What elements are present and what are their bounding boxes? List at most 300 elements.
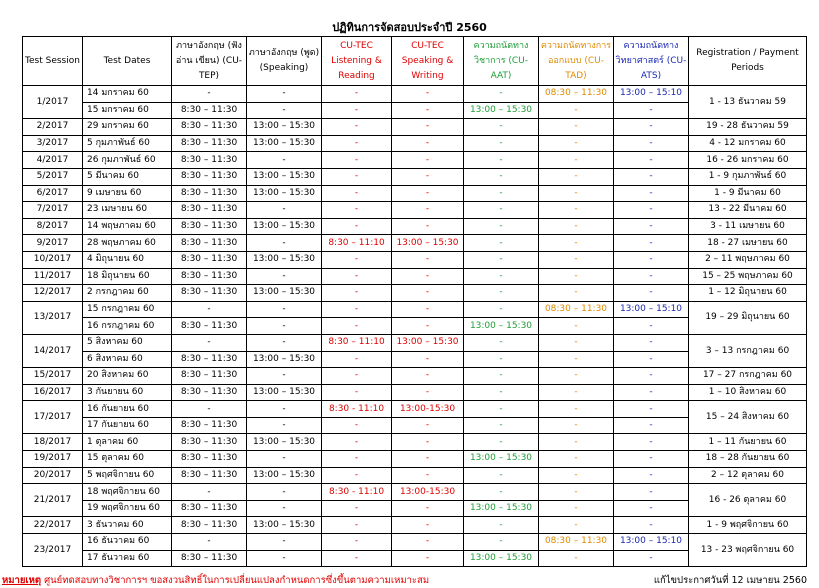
test-session-cell: 14/2017 bbox=[23, 334, 83, 367]
cell-speaking: 13:00 – 15:30 bbox=[247, 185, 322, 202]
cell-cu-tec-lr: - bbox=[322, 384, 392, 401]
cell-cu-tec-sw: 13:00-15:30 bbox=[392, 401, 464, 418]
cell-cu-tec-sw: - bbox=[392, 467, 464, 484]
cell-cu-ats: - bbox=[614, 168, 689, 185]
header-cu-tad: ความถนัดทางการออกแบบ (CU-TAD) bbox=[539, 37, 614, 86]
cell-cu-tec-lr: 8:30 - 11:10 bbox=[322, 484, 392, 501]
registration-period-cell: 1 – 11 กันยายน 60 bbox=[689, 434, 807, 451]
cell-cu-tep: 8:30 – 11:30 bbox=[172, 417, 247, 434]
cell-cu-ats: - bbox=[614, 152, 689, 169]
footer-note bbox=[2, 573, 429, 588]
cell-cu-aat: 13:00 – 15:30 bbox=[464, 318, 539, 335]
schedule-body bbox=[23, 86, 807, 567]
registration-period-cell: 16 - 26 ตุลาคม 60 bbox=[689, 484, 807, 517]
cell-cu-tec-sw: 13:00-15:30 bbox=[392, 484, 464, 501]
cell-speaking: - bbox=[247, 534, 322, 551]
cell-cu-tep: - bbox=[172, 301, 247, 318]
cell-speaking: - bbox=[247, 451, 322, 468]
cell-cu-ats: - bbox=[614, 368, 689, 385]
cell-cu-tad: - bbox=[539, 368, 614, 385]
table-row bbox=[23, 168, 807, 185]
cell-cu-ats: - bbox=[614, 550, 689, 567]
cell-cu-tec-lr: - bbox=[322, 168, 392, 185]
cell-cu-tep: 8:30 – 11:30 bbox=[172, 235, 247, 252]
cell-cu-tep: - bbox=[172, 484, 247, 501]
cell-cu-ats: - bbox=[614, 102, 689, 119]
cell-speaking: 13:00 – 15:30 bbox=[247, 517, 322, 534]
table-row bbox=[23, 285, 807, 302]
cell-cu-tec-sw: - bbox=[392, 318, 464, 335]
cell-cu-aat: - bbox=[464, 434, 539, 451]
cell-cu-tad: - bbox=[539, 334, 614, 351]
cell-cu-tad: - bbox=[539, 102, 614, 119]
table-row bbox=[23, 135, 807, 152]
cell-cu-tep: 8:30 – 11:30 bbox=[172, 168, 247, 185]
cell-cu-ats: - bbox=[614, 119, 689, 136]
cell-speaking: - bbox=[247, 86, 322, 103]
test-date-cell: 5 มีนาคม 60 bbox=[83, 168, 172, 185]
cell-cu-tec-sw: - bbox=[392, 517, 464, 534]
cell-cu-ats: - bbox=[614, 268, 689, 285]
cell-cu-tec-lr: - bbox=[322, 318, 392, 335]
cell-cu-tec-sw: - bbox=[392, 417, 464, 434]
cell-cu-tec-sw: - bbox=[392, 534, 464, 551]
cell-cu-aat: - bbox=[464, 417, 539, 434]
cell-cu-aat: - bbox=[464, 401, 539, 418]
test-date-cell: 14 มกราคม 60 bbox=[83, 86, 172, 103]
cell-cu-tec-lr: - bbox=[322, 119, 392, 136]
test-date-cell: 2 กรกฎาคม 60 bbox=[83, 285, 172, 302]
cell-cu-tec-sw: - bbox=[392, 152, 464, 169]
cell-cu-ats: - bbox=[614, 318, 689, 335]
header-row bbox=[23, 37, 807, 86]
header-cu-tep: ภาษาอังกฤษ (ฟัง อ่าน เขียน) (CU-TEP) bbox=[172, 37, 247, 86]
cell-cu-tec-lr: - bbox=[322, 102, 392, 119]
table-row bbox=[23, 451, 807, 468]
cell-speaking: - bbox=[247, 500, 322, 517]
test-date-cell: 3 ธันวาคม 60 bbox=[83, 517, 172, 534]
cell-cu-aat: - bbox=[464, 168, 539, 185]
cell-cu-aat: - bbox=[464, 86, 539, 103]
cell-cu-aat: - bbox=[464, 534, 539, 551]
cell-cu-aat: - bbox=[464, 301, 539, 318]
cell-cu-tec-sw: - bbox=[392, 451, 464, 468]
registration-period-cell: 1 – 12 มิถุนายน 60 bbox=[689, 285, 807, 302]
test-date-cell: 15 กรกฎาคม 60 bbox=[83, 301, 172, 318]
cell-cu-ats: - bbox=[614, 401, 689, 418]
table-row bbox=[23, 251, 807, 268]
header-cu-tec-lr: CU-TEC Listening & Reading bbox=[322, 37, 392, 86]
cell-cu-aat: - bbox=[464, 268, 539, 285]
test-session-cell: 11/2017 bbox=[23, 268, 83, 285]
cell-speaking: 13:00 – 15:30 bbox=[247, 285, 322, 302]
cell-cu-aat: - bbox=[464, 135, 539, 152]
test-date-cell: 9 เมษายน 60 bbox=[83, 185, 172, 202]
cell-cu-aat: - bbox=[464, 235, 539, 252]
registration-period-cell: 15 – 25 พฤษภาคม 60 bbox=[689, 268, 807, 285]
table-row bbox=[23, 334, 807, 351]
cell-cu-tec-sw: - bbox=[392, 135, 464, 152]
cell-cu-tec-lr: - bbox=[322, 368, 392, 385]
cell-cu-tad: - bbox=[539, 119, 614, 136]
cell-cu-tep: 8:30 – 11:30 bbox=[172, 467, 247, 484]
test-session-cell: 1/2017 bbox=[23, 86, 83, 119]
cell-speaking: 13:00 – 15:30 bbox=[247, 351, 322, 368]
cell-cu-tad: 08:30 – 11:30 bbox=[539, 86, 614, 103]
cell-speaking: - bbox=[247, 401, 322, 418]
cell-cu-tec-sw: 13:00 – 15:30 bbox=[392, 334, 464, 351]
header-cu-aat: ความถนัดทางวิชาการ (CU-AAT) bbox=[464, 37, 539, 86]
cell-cu-ats: - bbox=[614, 202, 689, 219]
cell-cu-tad: - bbox=[539, 500, 614, 517]
test-date-cell: 16 ธันวาคม 60 bbox=[83, 534, 172, 551]
cell-cu-tec-lr: 8:30 - 11:10 bbox=[322, 401, 392, 418]
cell-speaking: - bbox=[247, 368, 322, 385]
cell-cu-tad: - bbox=[539, 251, 614, 268]
cell-cu-tec-lr: - bbox=[322, 251, 392, 268]
cell-cu-tad: - bbox=[539, 384, 614, 401]
header-test-dates: Test Dates bbox=[83, 37, 172, 86]
cell-cu-tec-lr: - bbox=[322, 301, 392, 318]
page-title: ปฏิทินการจัดสอบประจำปี 2560 bbox=[332, 21, 487, 34]
cell-cu-tec-sw: - bbox=[392, 185, 464, 202]
cell-speaking: 13:00 – 15:30 bbox=[247, 251, 322, 268]
cell-cu-aat: - bbox=[464, 285, 539, 302]
cell-cu-ats: - bbox=[614, 135, 689, 152]
cell-cu-ats: - bbox=[614, 235, 689, 252]
registration-period-cell: 19 - 28 ธันวาคม 59 bbox=[689, 119, 807, 136]
cell-cu-tep: 8:30 – 11:30 bbox=[172, 102, 247, 119]
test-session-cell: 16/2017 bbox=[23, 384, 83, 401]
cell-cu-tec-lr: - bbox=[322, 417, 392, 434]
cell-cu-tep: 8:30 – 11:30 bbox=[172, 351, 247, 368]
cell-cu-tec-sw: - bbox=[392, 202, 464, 219]
cell-cu-aat: - bbox=[464, 152, 539, 169]
cell-cu-tec-sw: - bbox=[392, 285, 464, 302]
table-row bbox=[23, 218, 807, 235]
cell-speaking: - bbox=[247, 268, 322, 285]
cell-cu-tad: - bbox=[539, 202, 614, 219]
test-date-cell: 15 มกราคม 60 bbox=[83, 102, 172, 119]
cell-cu-tec-lr: - bbox=[322, 135, 392, 152]
cell-cu-tad: 08:30 – 11:30 bbox=[539, 301, 614, 318]
cell-cu-ats: - bbox=[614, 218, 689, 235]
cell-cu-tec-lr: - bbox=[322, 218, 392, 235]
cell-cu-tep: 8:30 – 11:30 bbox=[172, 434, 247, 451]
table-row bbox=[23, 534, 807, 551]
cell-cu-ats: 13:00 – 15:10 bbox=[614, 86, 689, 103]
test-session-cell: 3/2017 bbox=[23, 135, 83, 152]
test-date-cell: 5 สิงหาคม 60 bbox=[83, 334, 172, 351]
cell-cu-aat: - bbox=[464, 467, 539, 484]
cell-cu-tad: - bbox=[539, 467, 614, 484]
cell-cu-ats: - bbox=[614, 484, 689, 501]
table-row bbox=[23, 86, 807, 103]
cell-cu-tec-sw: - bbox=[392, 119, 464, 136]
table-row bbox=[23, 119, 807, 136]
cell-speaking: - bbox=[247, 152, 322, 169]
cell-cu-aat: 13:00 – 15:30 bbox=[464, 102, 539, 119]
test-session-cell: 12/2017 bbox=[23, 285, 83, 302]
table-row bbox=[23, 434, 807, 451]
test-session-cell: 19/2017 bbox=[23, 451, 83, 468]
cell-cu-aat: - bbox=[464, 484, 539, 501]
test-session-cell: 13/2017 bbox=[23, 301, 83, 334]
cell-cu-tad: - bbox=[539, 517, 614, 534]
cell-speaking: - bbox=[247, 484, 322, 501]
test-session-cell: 18/2017 bbox=[23, 434, 83, 451]
test-date-cell: 4 มิถุนายน 60 bbox=[83, 251, 172, 268]
registration-period-cell: 17 – 27 กรกฎาคม 60 bbox=[689, 368, 807, 385]
test-date-cell: 14 พฤษภาคม 60 bbox=[83, 218, 172, 235]
cell-cu-ats: - bbox=[614, 417, 689, 434]
cell-cu-tec-lr: - bbox=[322, 467, 392, 484]
cell-cu-tad: - bbox=[539, 451, 614, 468]
table-row bbox=[23, 301, 807, 318]
registration-period-cell: 18 - 27 เมษายน 60 bbox=[689, 235, 807, 252]
cell-cu-tep: 8:30 – 11:30 bbox=[172, 268, 247, 285]
cell-cu-tec-sw: - bbox=[392, 168, 464, 185]
cell-cu-tep: - bbox=[172, 86, 247, 103]
cell-cu-tad: - bbox=[539, 235, 614, 252]
cell-cu-aat: - bbox=[464, 384, 539, 401]
cell-cu-tec-sw: 13:00 – 15:30 bbox=[392, 235, 464, 252]
cell-cu-aat: - bbox=[464, 185, 539, 202]
cell-cu-ats: - bbox=[614, 334, 689, 351]
cell-cu-ats: - bbox=[614, 517, 689, 534]
cell-cu-tad: - bbox=[539, 185, 614, 202]
cell-cu-aat: - bbox=[464, 517, 539, 534]
table-row bbox=[23, 401, 807, 418]
table-row bbox=[23, 202, 807, 219]
note-label: หมายเหตุ bbox=[2, 575, 42, 586]
cell-cu-tec-sw: - bbox=[392, 550, 464, 567]
cell-cu-ats: - bbox=[614, 384, 689, 401]
cell-cu-tep: 8:30 – 11:30 bbox=[172, 202, 247, 219]
test-date-cell: 29 มกราคม 60 bbox=[83, 119, 172, 136]
registration-period-cell: 1 – 10 สิงหาคม 60 bbox=[689, 384, 807, 401]
registration-period-cell: 15 – 24 สิงหาคม 60 bbox=[689, 401, 807, 434]
cell-cu-tad: - bbox=[539, 152, 614, 169]
table-row bbox=[23, 517, 807, 534]
cell-speaking: - bbox=[247, 235, 322, 252]
cell-speaking: - bbox=[247, 202, 322, 219]
test-date-cell: 15 ตุลาคม 60 bbox=[83, 451, 172, 468]
cell-speaking: 13:00 – 15:30 bbox=[247, 218, 322, 235]
note-text: ศูนย์ทดสอบทางวิชาการฯ ขอสงวนสิทธิ์ในการเปลี่ยนแปลงกำหนดการซึ่งขึ้นตามความเหมาะสม bbox=[41, 575, 430, 586]
table-row bbox=[23, 268, 807, 285]
cell-cu-tep: 8:30 – 11:30 bbox=[172, 251, 247, 268]
cell-cu-ats: 13:00 – 15:10 bbox=[614, 301, 689, 318]
cell-speaking: - bbox=[247, 334, 322, 351]
test-session-cell: 10/2017 bbox=[23, 251, 83, 268]
cell-cu-tec-sw: - bbox=[392, 434, 464, 451]
cell-cu-tep: 8:30 – 11:30 bbox=[172, 135, 247, 152]
cell-cu-ats: - bbox=[614, 285, 689, 302]
registration-period-cell: 4 - 12 มกราคม 60 bbox=[689, 135, 807, 152]
cell-cu-tad: - bbox=[539, 401, 614, 418]
cell-cu-tec-lr: - bbox=[322, 185, 392, 202]
cell-cu-tep: 8:30 – 11:30 bbox=[172, 185, 247, 202]
table-row bbox=[23, 368, 807, 385]
cell-cu-tec-sw: - bbox=[392, 268, 464, 285]
test-date-cell: 18 พฤศจิกายน 60 bbox=[83, 484, 172, 501]
cell-cu-tec-lr: - bbox=[322, 517, 392, 534]
cell-cu-tep: 8:30 – 11:30 bbox=[172, 218, 247, 235]
table-row bbox=[23, 152, 807, 169]
test-date-cell: 6 สิงหาคม 60 bbox=[83, 351, 172, 368]
registration-period-cell: 3 - 11 เมษายน 60 bbox=[689, 218, 807, 235]
test-date-cell: 5 พฤศจิกายน 60 bbox=[83, 467, 172, 484]
cell-cu-tep: 8:30 – 11:30 bbox=[172, 500, 247, 517]
cell-cu-tep: 8:30 – 11:30 bbox=[172, 517, 247, 534]
cell-speaking: - bbox=[247, 550, 322, 567]
test-date-cell: 1 ตุลาคม 60 bbox=[83, 434, 172, 451]
cell-cu-tec-lr: - bbox=[322, 534, 392, 551]
registration-period-cell: 1 - 9 พฤศจิกายน 60 bbox=[689, 517, 807, 534]
cell-cu-tep: 8:30 – 11:30 bbox=[172, 285, 247, 302]
test-session-cell: 9/2017 bbox=[23, 235, 83, 252]
cell-speaking: 13:00 – 15:30 bbox=[247, 119, 322, 136]
test-date-cell: 28 พฤษภาคม 60 bbox=[83, 235, 172, 252]
table-row bbox=[23, 235, 807, 252]
registration-period-cell: 1 - 9 มีนาคม 60 bbox=[689, 185, 807, 202]
cell-cu-ats: - bbox=[614, 500, 689, 517]
cell-cu-tad: - bbox=[539, 218, 614, 235]
cell-cu-ats: 13:00 – 15:10 bbox=[614, 534, 689, 551]
test-date-cell: 16 กันยายน 60 bbox=[83, 401, 172, 418]
cell-cu-tec-sw: - bbox=[392, 368, 464, 385]
cell-cu-tad: - bbox=[539, 434, 614, 451]
registration-period-cell: 19 – 29 มิถุนายน 60 bbox=[689, 301, 807, 334]
cell-speaking: - bbox=[247, 417, 322, 434]
table-row bbox=[23, 484, 807, 501]
cell-cu-tec-sw: - bbox=[392, 384, 464, 401]
cell-cu-ats: - bbox=[614, 351, 689, 368]
cell-cu-tep: - bbox=[172, 334, 247, 351]
cell-cu-tec-lr: - bbox=[322, 86, 392, 103]
test-session-cell: 6/2017 bbox=[23, 185, 83, 202]
cell-cu-tec-sw: - bbox=[392, 500, 464, 517]
table-row bbox=[23, 467, 807, 484]
cell-speaking: 13:00 – 15:30 bbox=[247, 384, 322, 401]
registration-period-cell: 1 - 9 กุมภาพันธ์ 60 bbox=[689, 168, 807, 185]
updated-date: แก้ไขประกาศวันที่ 12 เมษายน 2560 bbox=[653, 575, 807, 586]
cell-cu-tad: - bbox=[539, 417, 614, 434]
cell-cu-tep: 8:30 – 11:30 bbox=[172, 318, 247, 335]
cell-cu-tec-lr: 8:30 – 11:10 bbox=[322, 334, 392, 351]
test-date-cell: 26 กุมภาพันธ์ 60 bbox=[83, 152, 172, 169]
test-session-cell: 8/2017 bbox=[23, 218, 83, 235]
cell-cu-tep: 8:30 – 11:30 bbox=[172, 368, 247, 385]
header-cu-ats: ความถนัดทางวิทยาศาสตร์ (CU-ATS) bbox=[614, 37, 689, 86]
cell-cu-tep: 8:30 – 11:30 bbox=[172, 451, 247, 468]
cell-cu-aat: - bbox=[464, 119, 539, 136]
cell-speaking: 13:00 – 15:30 bbox=[247, 135, 322, 152]
registration-period-cell: 13 - 23 พฤศจิกายน 60 bbox=[689, 534, 807, 567]
cell-cu-tec-sw: - bbox=[392, 218, 464, 235]
test-session-cell: 22/2017 bbox=[23, 517, 83, 534]
exam-schedule-table bbox=[22, 36, 807, 567]
test-session-cell: 7/2017 bbox=[23, 202, 83, 219]
cell-cu-tec-sw: - bbox=[392, 86, 464, 103]
registration-period-cell: 2 – 12 ตุลาคม 60 bbox=[689, 467, 807, 484]
registration-period-cell: 18 – 28 กันยายน 60 bbox=[689, 451, 807, 468]
cell-cu-tec-lr: - bbox=[322, 152, 392, 169]
cell-speaking: 13:00 – 15:30 bbox=[247, 434, 322, 451]
cell-cu-tep: 8:30 – 11:30 bbox=[172, 152, 247, 169]
cell-cu-tec-lr: 8:30 – 11:10 bbox=[322, 235, 392, 252]
test-session-cell: 2/2017 bbox=[23, 119, 83, 136]
registration-period-cell: 13 - 22 มีนาคม 60 bbox=[689, 202, 807, 219]
cell-cu-tec-sw: - bbox=[392, 251, 464, 268]
header-cu-tec-sw: CU-TEC Speaking & Writing bbox=[392, 37, 464, 86]
cell-cu-tec-lr: - bbox=[322, 550, 392, 567]
cell-speaking: 13:00 – 15:30 bbox=[247, 168, 322, 185]
cell-cu-tec-lr: - bbox=[322, 268, 392, 285]
cell-cu-tep: 8:30 – 11:30 bbox=[172, 119, 247, 136]
test-date-cell: 17 ธันวาคม 60 bbox=[83, 550, 172, 567]
cell-cu-tad: 08:30 – 11:30 bbox=[539, 534, 614, 551]
cell-cu-tad: - bbox=[539, 168, 614, 185]
cell-cu-aat: - bbox=[464, 368, 539, 385]
test-session-cell: 21/2017 bbox=[23, 484, 83, 517]
table-row bbox=[23, 185, 807, 202]
test-date-cell: 3 กันยายน 60 bbox=[83, 384, 172, 401]
cell-cu-aat: - bbox=[464, 251, 539, 268]
cell-cu-tad: - bbox=[539, 318, 614, 335]
registration-period-cell: 3 – 13 กรกฎาคม 60 bbox=[689, 334, 807, 367]
cell-cu-tep: - bbox=[172, 401, 247, 418]
cell-cu-tep: - bbox=[172, 534, 247, 551]
test-date-cell: 19 พฤศจิกายน 60 bbox=[83, 500, 172, 517]
test-date-cell: 5 กุมภาพันธ์ 60 bbox=[83, 135, 172, 152]
test-date-cell: 20 สิงหาคม 60 bbox=[83, 368, 172, 385]
cell-cu-tad: - bbox=[539, 351, 614, 368]
registration-period-cell: 2 – 11 พฤษภาคม 60 bbox=[689, 251, 807, 268]
cell-cu-tec-sw: - bbox=[392, 102, 464, 119]
cell-cu-ats: - bbox=[614, 185, 689, 202]
cell-cu-aat: 13:00 – 15:30 bbox=[464, 451, 539, 468]
registration-period-cell: 16 - 26 มกราคม 60 bbox=[689, 152, 807, 169]
cell-cu-aat: 13:00 – 15:30 bbox=[464, 500, 539, 517]
cell-cu-tec-lr: - bbox=[322, 500, 392, 517]
test-date-cell: 16 กรกฎาคม 60 bbox=[83, 318, 172, 335]
cell-cu-tec-sw: - bbox=[392, 351, 464, 368]
cell-cu-aat: - bbox=[464, 218, 539, 235]
test-session-cell: 17/2017 bbox=[23, 401, 83, 434]
cell-speaking: 13:00 – 15:30 bbox=[247, 467, 322, 484]
test-session-cell: 4/2017 bbox=[23, 152, 83, 169]
cell-speaking: - bbox=[247, 318, 322, 335]
table-row bbox=[23, 384, 807, 401]
test-date-cell: 18 มิถุนายน 60 bbox=[83, 268, 172, 285]
cell-cu-ats: - bbox=[614, 251, 689, 268]
cell-cu-tec-lr: - bbox=[322, 451, 392, 468]
test-session-cell: 20/2017 bbox=[23, 467, 83, 484]
cell-cu-tad: - bbox=[539, 285, 614, 302]
cell-cu-aat: - bbox=[464, 202, 539, 219]
cell-speaking: - bbox=[247, 301, 322, 318]
header-speaking: ภาษาอังกฤษ (พูด) (Speaking) bbox=[247, 37, 322, 86]
cell-cu-aat: - bbox=[464, 334, 539, 351]
cell-cu-tec-lr: - bbox=[322, 351, 392, 368]
cell-cu-tad: - bbox=[539, 268, 614, 285]
cell-cu-ats: - bbox=[614, 467, 689, 484]
cell-cu-tep: 8:30 – 11:30 bbox=[172, 384, 247, 401]
cell-speaking: - bbox=[247, 102, 322, 119]
test-session-cell: 15/2017 bbox=[23, 368, 83, 385]
